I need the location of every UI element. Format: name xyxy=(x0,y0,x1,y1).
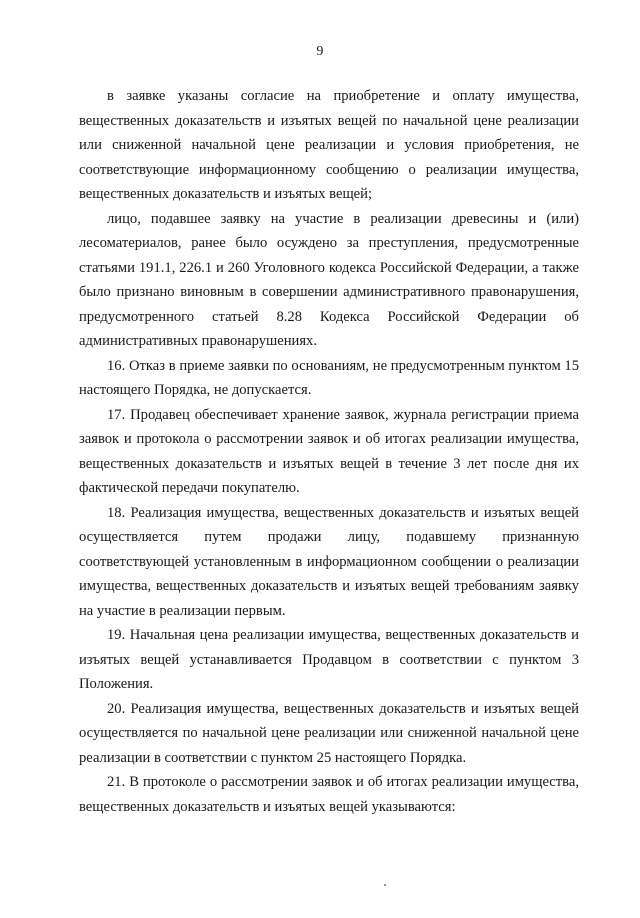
scan-speck xyxy=(384,884,386,886)
paragraph-21: 21. В протоколе о рассмотрении заявок и об итогах реализации имущества, вещественных доказательств и изъятых вещей указываются: xyxy=(79,774,579,815)
paragraph-19: 19. Начальная цена реализации имущества, вещественных доказательств и изъятых вещей устанавливается Продавцом в соответствии с пунктом 3 Положения. xyxy=(79,627,579,692)
paragraph-conviction-condition: лицо, подавшее заявку на участие в реализации древесины и (или) лесоматериалов, ранее было осуждено за преступления, предусмотренные статьями 191.1, 226.1 и 260 Уголовного кодекса Российской Федерации, а также было признано виновным в совершении административного правонарушения, предусмотренного статьей 8.28 Кодекса Российской Федерации об административных правонарушениях. xyxy=(79,210,579,349)
page-number: 9 xyxy=(316,44,324,59)
paragraph-20: 20. Реализация имущества, вещественных доказательств и изъятых вещей осуществляется по начальной цене реализации или сниженной начальной цене реализации в соответствии с пунктом 25 настоящего Порядка. xyxy=(79,700,579,766)
document-body xyxy=(79,84,579,819)
paragraph-17: 17. Продавец обеспечивает хранение заявок, журнала регистрации приема заявок и протокола о рассмотрении заявок и об итогах реализации имущества, вещественных доказательств и изъятых вещей в течение 3 лет после дня их фактической передачи покупателю. xyxy=(79,406,579,496)
paragraph-16: 16. Отказ в приеме заявки по основаниям, не предусмотренным пунктом 15 настоящего Порядка, не допускается. xyxy=(79,357,579,398)
paragraph-18: 18. Реализация имущества, вещественных доказательств и изъятых вещей осуществляется путем продажи лицу, подавшему признанную соответствующей установленным в информационном сообщении о реализации имущества, вещественных доказательств и изъятых вещей требованиям заявку на участие в реализации первым. xyxy=(79,504,579,619)
paragraph-continuation-conditions: в заявке указаны согласие на приобретение и оплату имущества, вещественных доказательств и изъятых вещей по начальной цене реализации или сниженной начальной цене реализации и условия приобретения, не соответствующие информационному сообщению о реализации имущества, вещественных доказательств и изъятых вещей; xyxy=(79,88,579,202)
